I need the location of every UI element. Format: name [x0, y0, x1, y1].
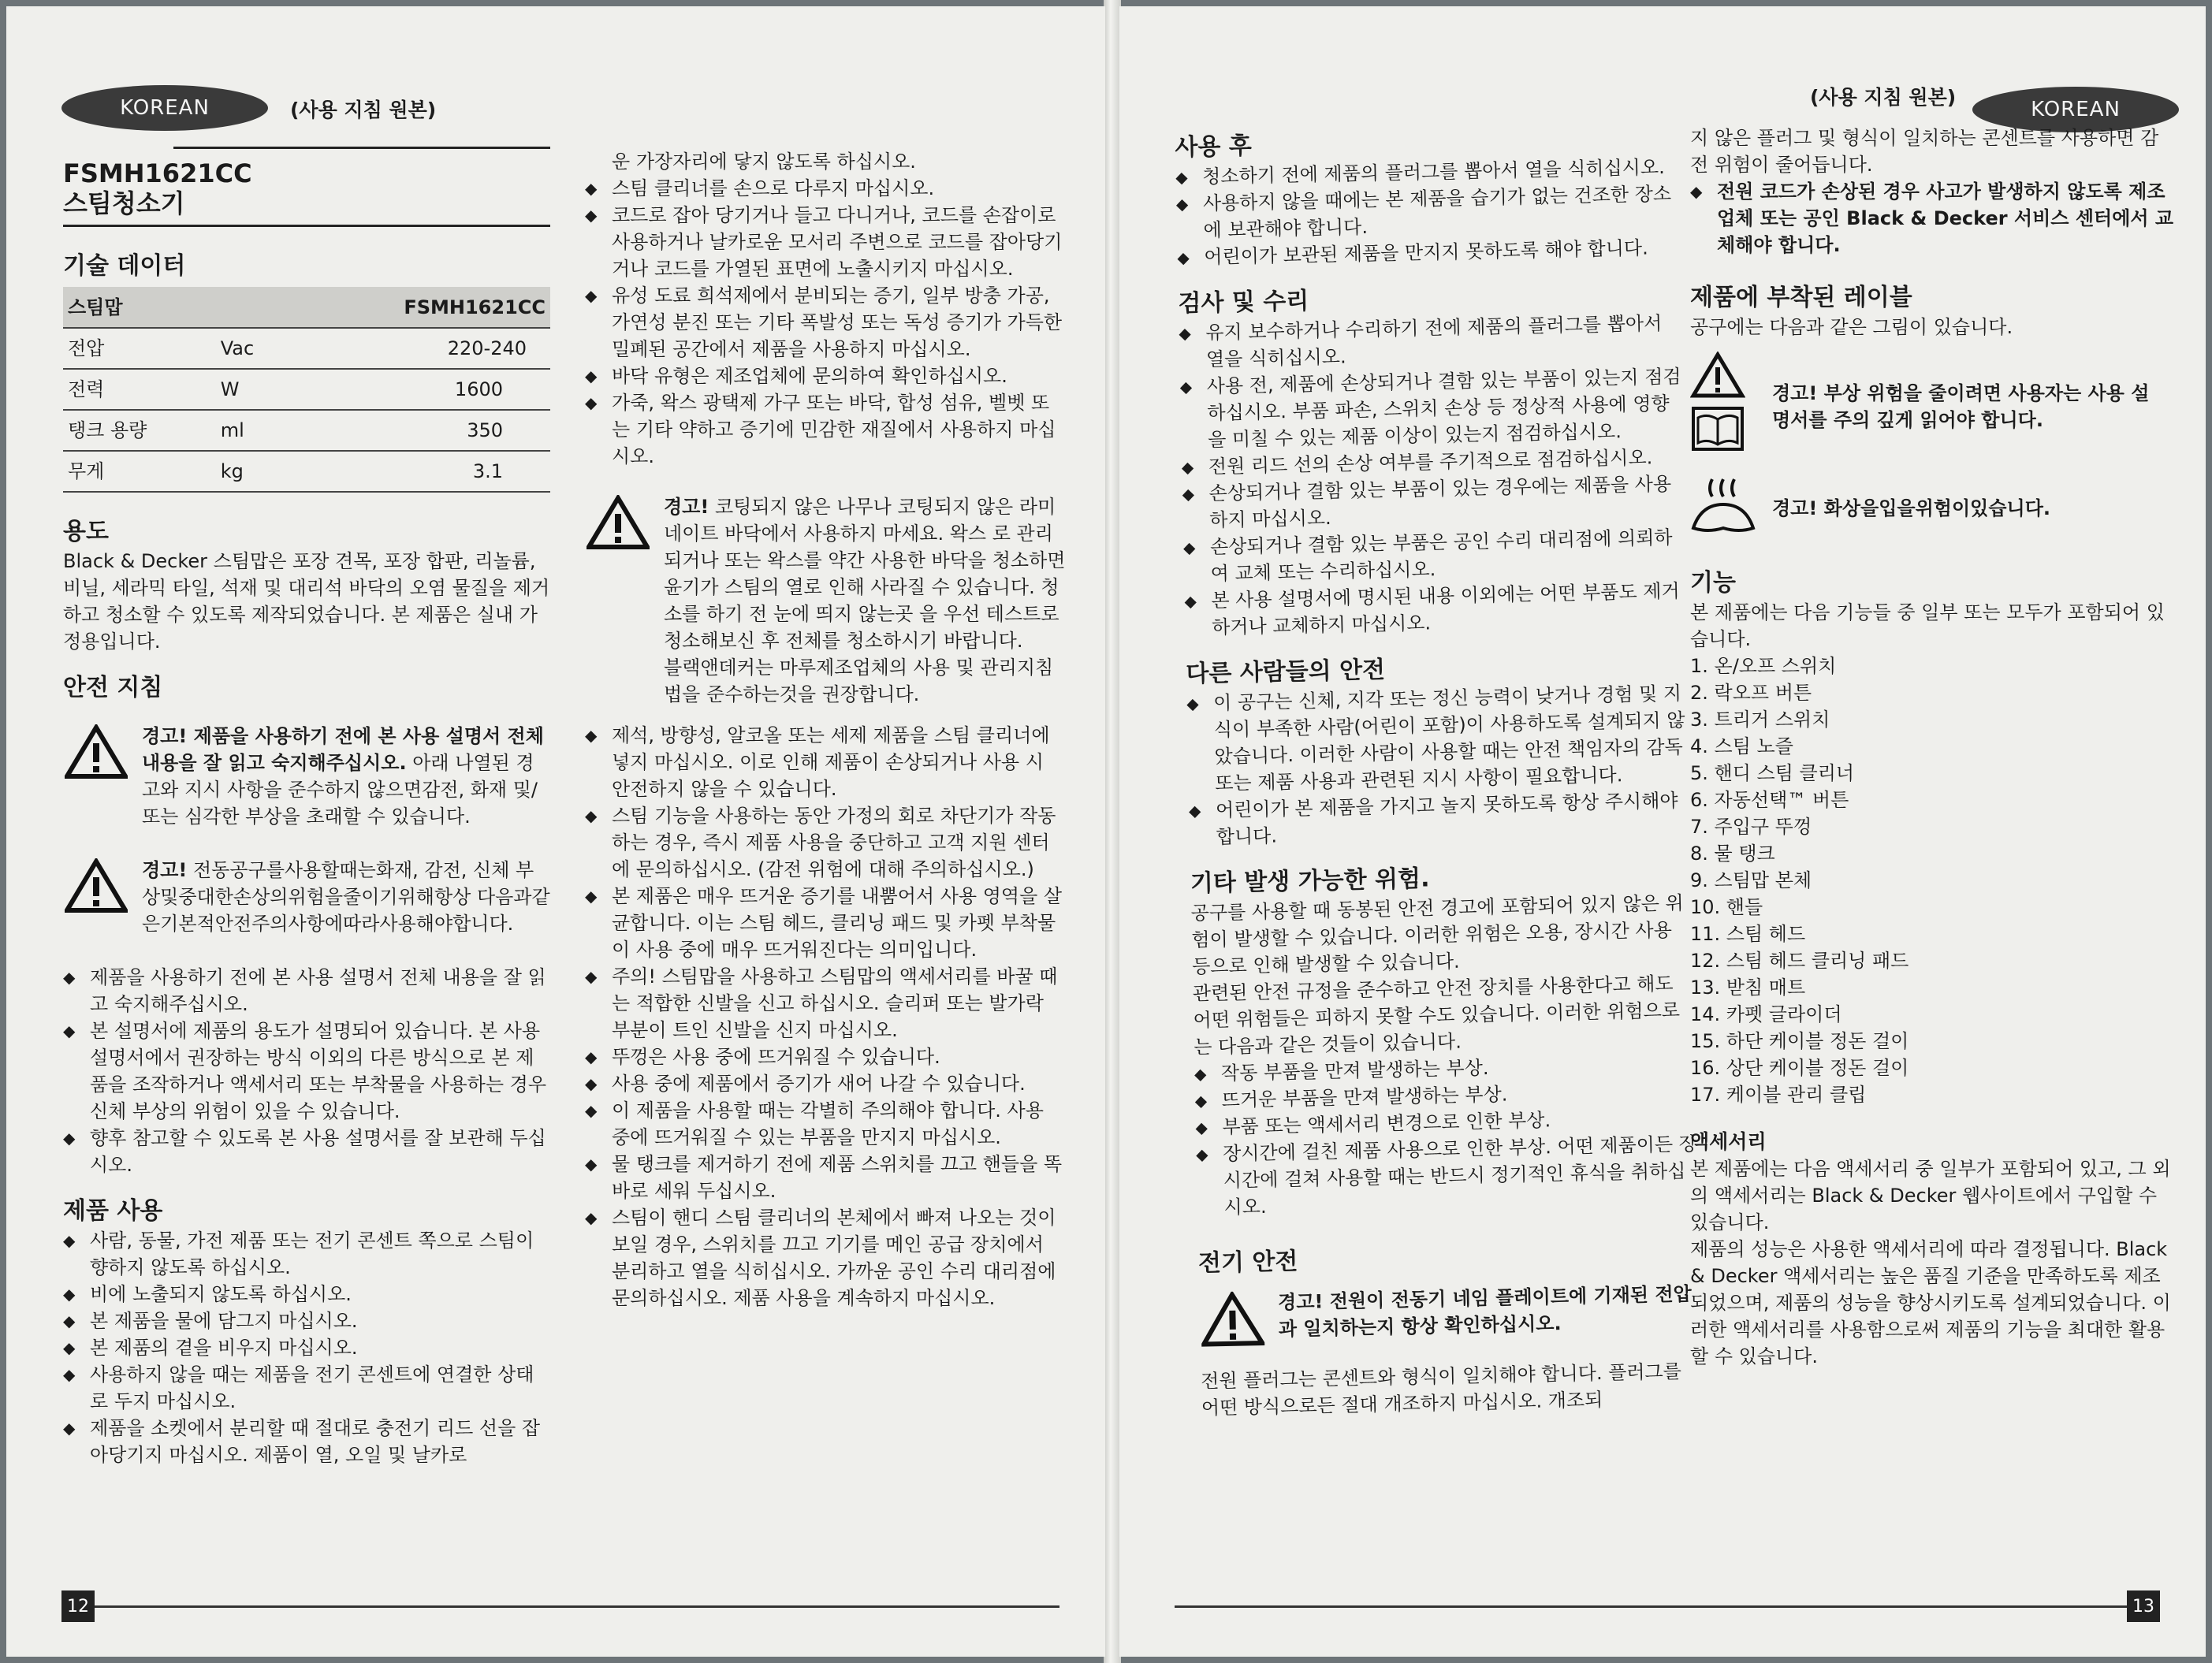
list-item: 9. 스팀맙 본체 — [1690, 869, 1812, 891]
list-item: ◆ 바닥 유형은 제조업체에 문의하여 확인하십시오. — [585, 363, 1067, 389]
list-item: ◆ 주의! 스팀맙을 사용하고 스팀맙의 액세서리를 바꿀 때는 적합한 신발을 신고 하십시오. 슬리퍼 또는 발가락 부분이 트인 신발을 신지 마십시오. — [585, 963, 1067, 1044]
list-item: ◆ 본 사용 설명서에 명시된 내용 이외에는 어떤 부품도 제거하거나 교체하지 마십시오. — [1184, 578, 1686, 642]
warning-3-bold: 경고! — [664, 496, 709, 518]
cell-unit: kg — [216, 451, 290, 492]
warning-triangle-icon — [65, 724, 128, 779]
cell-label: 스팀맙 — [63, 287, 216, 328]
list-item: ◆ 사람, 동물, 가전 제품 또는 전기 콘센트 쪽으로 스팀이 향하지 않도록 하십시오. — [63, 1227, 550, 1281]
warning-triangle-icon — [65, 858, 128, 913]
cell-unit: Vac — [216, 328, 290, 369]
left-page — [6, 6, 1105, 1657]
electric-warning-text: 경고! 전원이 전동기 네임 플레이트에 기재된 전압과 일치하는지 항상 확인하십시오. — [1277, 1282, 1693, 1341]
inspect-title: 검사 및 수리 — [1178, 287, 1309, 318]
list-item: ◆ 유지 보수하거나 수리하기 전에 제품의 플러그를 뽑아서 열을 식히십시오. — [1179, 310, 1681, 374]
list-item: 3. 트리거 스위치 — [1690, 709, 1830, 731]
label-row-2 — [1690, 473, 2174, 544]
tech-data-title: 기술 데이터 — [63, 252, 186, 280]
list-item: 5. 핸디 스팀 클리너 — [1690, 762, 1855, 784]
list-item: ◆ 제품을 사용하기 전에 본 사용 설명서 전체 내용을 잘 읽고 숙지해주십시오. — [63, 964, 550, 1018]
warning-block-1 — [63, 723, 550, 830]
right-column-2 — [1690, 125, 2174, 1370]
product-use-title: 제품 사용 — [63, 1197, 163, 1225]
list-item: ◆ 어린이가 본 제품을 가지고 놀지 못하도록 항상 주시해야 합니다. — [1189, 787, 1691, 850]
cell-unit: ml — [216, 410, 290, 451]
footer-rule — [1175, 1605, 2144, 1608]
table-row — [63, 369, 550, 410]
list-item: ◆ 전원 리드 선의 손상 여부를 주기적으로 점검하십시오. — [1182, 444, 1684, 481]
warning-1-rest: 아래 나열된 경고와 지시 사항을 준수하지 않으면감전, 화재 및/또는 심각한 부상을 초래할 수 있습니다. — [142, 752, 538, 828]
list-item: 16. 상단 케이블 정돈 걸이 — [1690, 1057, 1909, 1079]
list-item: ◆ 유성 도료 희석제에서 분비되는 증기, 일부 방충 가공, 가연성 분진 또는 기타 폭발성 또는 독성 증기가 가득한 밀폐된 공간에서 제품을 사용하지 마십시오. — [585, 282, 1067, 363]
warning-3-extra: 블랙앤데커는 마루제조업체의 사용 및 관리지침법을 준수하는것을 권장합니다. — [664, 657, 1054, 705]
left-column-2 — [585, 148, 1067, 1311]
list-item: ◆ 장시간에 걸친 제품 사용으로 인한 부상. 어떤 제품이든 장시간에 걸쳐 사용할 때는 반드시 정기적인 휴식을 취하십시오. — [1196, 1130, 1699, 1221]
use-text: Black & Decker 스팀맙은 포장 견목, 포장 합판, 리놀륨, 비닐, 세라믹 타일, 석재 및 대리석 바닥의 오염 물질을 제거하고 청소할 수 있도록 제작되었습니다. 본 제품은 실내 가정용입니다. — [63, 550, 550, 653]
warning-triangle-icon — [587, 495, 650, 550]
cell-value: 1600 — [290, 369, 550, 410]
list-item: ◆ 손상되거나 결함 있는 부품이 있는 경우에는 제품을 사용하지 마십시오. — [1182, 471, 1684, 534]
list-item: ◆ 스팀이 핸디 스팀 클리너의 본체에서 빠져 나오는 것이 보일 경우, 스위치를 끄고 기기를 메인 공급 장치에서 분리하고 열을 식히십시오. 가까운 공인 수리 대리점에 문의하십시오. 제품 사용을 계속하지 마십시오. — [585, 1204, 1067, 1311]
list-item: ◆ 사용하지 않을 때는 제품을 전기 콘센트에 연결한 상태로 두지 마십시오. — [63, 1361, 550, 1415]
features-list — [1690, 653, 2174, 1108]
list-item: ◆ 스팀 기능을 사용하는 동안 가정의 회로 차단기가 작동하는 경우, 즉시 제품 사용을 중단하고 고객 지원 센터에 문의하십시오. (감전 위험에 대해 주의하십시오.) — [585, 802, 1067, 883]
list-item: ◆ 사용 전, 제품에 손상되거나 결함 있는 부품이 있는지 점검하십시오. 부품 파손, 스위치 손상 등 정상적 사용에 영향을 미칠 수 있는 제품 이상이 있는지 점검하십시오. — [1179, 363, 1682, 454]
header-subtitle: (사용 지침 원본) — [290, 99, 437, 121]
accessories-text-2: 제품의 성능은 사용한 액세서리에 따라 결정됩니다. Black & Decker 액세서리는 높은 품질 기준을 만족하도록 제조되었으며, 제품의 성능을 향상시키도록 설계되었습니다. 이러한 액세서리를 사용함으로써 제품의 기능을 최대한 활용할 수 있습니다. — [1690, 1238, 2171, 1367]
list-item: 11. 스팀 헤드 — [1690, 923, 1806, 945]
cell-value: 350 — [290, 410, 550, 451]
electric-text: 전원 플러그는 콘센트와 형식이 일치해야 합니다. 플러그를 어떤 방식으로든 절대 개조하지 마십시오. 개조되 — [1200, 1360, 1682, 1419]
cell-unit — [216, 287, 290, 328]
right-column-1 — [1175, 122, 1703, 1422]
language-badge: KOREAN — [1972, 87, 2179, 132]
warning-2-rest: 전동공구를사용할때는화재, 감전, 신체 부상및중대한손상의위험을줄이기위해항상 다음과같은기본적안전주의사항에따라사용해야합니다. — [142, 859, 550, 935]
list-item: ◆ 뜨거운 부품을 만져 발생하는 부상. — [1194, 1077, 1696, 1114]
left-column-1 — [63, 147, 550, 1468]
list-item: ◆ 본 설명서에 제품의 용도가 설명되어 있습니다. 본 사용 설명서에서 권장하는 방식 이외의 다른 방식으로 본 제품을 조작하거나 액세서리 또는 부착물을 사용하는 경우 신체 부상의 위험이 있을 수 있습니다. — [63, 1018, 550, 1125]
continued-text: 운 가장자리에 닿지 않도록 하십시오. — [612, 151, 916, 173]
electric-warning-block — [1199, 1280, 1701, 1344]
list-item: ◆ 본 제품을 물에 담그지 마십시오. — [63, 1308, 550, 1334]
list-item: ◆ 손상되거나 결함 있는 부품은 공인 수리 대리점에 의뢰하여 교체 또는 수리하십시오. — [1183, 524, 1685, 588]
list-item: ◆ 이 공구는 신체, 지각 또는 정신 능력이 낮거나 경험 및 지식이 부족한 사람(어린이 포함)이 사용하도록 설계되지 않았습니다. 이러한 사람이 사용할 때는 안전 책임자의 감독 또는 제품 사용과 관련된 지시 사항이 필요합니다. — [1186, 680, 1690, 798]
safety-bullet-list — [63, 964, 550, 1178]
top-rule — [173, 147, 550, 149]
page-number: 13 — [2127, 1590, 2160, 1622]
footer-rule — [85, 1605, 1059, 1608]
list-item: 12. 스팀 헤드 클리닝 패드 — [1690, 950, 1909, 972]
use-title: 용도 — [63, 518, 109, 545]
cell-label: 무게 — [63, 451, 216, 492]
list-item: 2. 락오프 버튼 — [1690, 682, 1812, 704]
burn-hazard-icon — [1690, 473, 1756, 536]
list-item: ◆ 부품 또는 액세서리 변경으로 인한 부상. — [1195, 1103, 1697, 1140]
cell-value: 220-240 — [290, 328, 550, 369]
table-row — [63, 451, 550, 492]
list-item: ◆ 어린이가 보관된 제품을 만지지 못하도록 해야 합니다. — [1177, 234, 1679, 271]
cell-label: 전압 — [63, 328, 216, 369]
list-item: ◆ 향후 참고할 수 있도록 본 사용 설명서를 잘 보관해 두십시오. — [63, 1125, 550, 1178]
list-item: 14. 카펫 글라이더 — [1690, 1003, 1842, 1025]
product-use-list — [63, 1227, 550, 1468]
col2-bullet-list — [585, 722, 1067, 1311]
list-item: ◆ 스팀 클리너를 손으로 다루지 마십시오. — [585, 175, 1067, 202]
table-row — [63, 410, 550, 451]
cell-label: 탱크 용량 — [63, 410, 216, 451]
list-item: 4. 스팀 노즐 — [1690, 735, 1793, 757]
language-badge: KOREAN — [61, 85, 268, 131]
list-item: ◆ 제품을 소켓에서 분리할 때 절대로 충전기 리드 선을 잡아당기지 마십시오. 제품이 열, 오일 및 날카로 — [63, 1415, 550, 1468]
title-rule — [63, 225, 550, 227]
list-item: 6. 자동선택™ 버튼 — [1690, 789, 1849, 811]
risk-text: 공구를 사용할 때 동봉된 안전 경고에 포함되어 있지 않은 위험이 발생할 수 있습니다. 이러한 위험은 오용, 장시간 사용 등으로 인해 발생할 수 있습니다. — [1190, 891, 1684, 978]
product-title: 스팀청소기 — [63, 188, 185, 218]
accessories-text: 본 제품에는 다음 액세서리 중 일부가 포함되어 있고, 그 외의 액세서리는 Black & Decker 웹사이트에서 구입할 수 있습니다. — [1690, 1158, 2171, 1233]
list-item: ◆ 본 제품은 매우 뜨거운 증기를 내뿜어서 사용 영역을 살균합니다. 이는 스팀 헤드, 클리닝 패드 및 카펫 부착물이 사용 중에 매우 뜨거워진다는 의미입니다. — [585, 883, 1067, 963]
features-title: 기능 — [1690, 569, 1736, 597]
list-item: ◆ 제석, 방향성, 알코올 또는 세제 제품을 스팀 클리너에 넣지 마십시오. 이로 인해 제품이 손상되거나 사용 시 안전하지 않을 수 있습니다. — [585, 722, 1067, 802]
list-item: ◆ 이 제품을 사용할 때는 각별히 주의해야 합니다. 사용 중에 뜨거워질 수 있는 부품을 만지지 마십시오. — [585, 1097, 1067, 1151]
risk-title: 기타 발생 가능한 위험. — [1190, 865, 1430, 898]
warning-1-bold: 경고! 제품을 사용하기 전에 본 사용 설명서 전체 내용을 잘 읽고 숙지해주십시오. — [142, 725, 544, 774]
book-gutter — [1104, 0, 1121, 1663]
page-number: 12 — [61, 1590, 95, 1622]
list-item: ◆ 비에 노출되지 않도록 하십시오. — [63, 1281, 550, 1308]
list-item: 13. 받침 매트 — [1690, 977, 1806, 999]
read-manual-icon — [1690, 352, 1745, 454]
list-item: 1. 온/오프 스위치 — [1690, 655, 1837, 677]
list-item: ◆ 전원 코드가 손상된 경우 사고가 발생하지 않도록 제조업체 또는 공인 Black & Decker 서비스 센터에서 교체해야 합니다. — [1690, 178, 2174, 259]
list-item: ◆ 물 탱크를 제거하기 전에 제품 스위치를 끄고 핸들을 똑바로 세워 두십시오. — [585, 1151, 1067, 1204]
safety-title: 안전 지침 — [63, 674, 163, 701]
header-subtitle: (사용 지침 원본) — [1810, 86, 1957, 109]
list-item: ◆ 사용 중에 제품에서 증기가 새어 나갈 수 있습니다. — [585, 1070, 1067, 1097]
list-item: ◆ 뚜껑은 사용 중에 뜨거워질 수 있습니다. — [585, 1044, 1067, 1070]
table-row — [63, 328, 550, 369]
labels-text: 공구에는 다음과 같은 그림이 있습니다. — [1690, 316, 2013, 338]
cell-value: FSMH1621CC — [290, 287, 550, 328]
warning-3-rest: 코팅되지 않은 나무나 코팅되지 않은 라미네이트 바닥에서 사용하지 마세요. 왁스 로 관리되거나 또는 왁스를 약간 사용한 바닥을 청소하면 윤기가 스팀의 열로 인해 사라질 수 있습니다. 청소를 하기 전 눈에 띄지 않는곳 을 우선 테스트로 청소해보신 후 전체를 청소하시기 바랍니다. — [664, 496, 1066, 652]
list-item: ◆ 본 제품의 곁을 비우지 마십시오. — [63, 1334, 550, 1361]
list-item: 17. 케이블 관리 클립 — [1690, 1084, 1867, 1106]
warning-2-bold: 경고! — [142, 859, 188, 881]
features-text: 본 제품에는 다음 기능들 중 일부 또는 모두가 포함되어 있습니다. — [1690, 601, 2165, 650]
cell-label: 전력 — [63, 369, 216, 410]
table-row — [63, 287, 550, 328]
label-2-text: 경고! 화상을입을위험이있습니다. — [1772, 497, 2050, 519]
label-row-1 — [1690, 352, 2174, 462]
after-use-title: 사용 후 — [1175, 132, 1253, 162]
labels-title: 제품에 부착된 레이블 — [1690, 284, 1912, 311]
tech-data-table — [63, 287, 550, 493]
warning-block-2 — [63, 857, 550, 937]
list-item: 8. 물 탱크 — [1690, 843, 1775, 865]
electric-safety-title: 전기 안전 — [1197, 1248, 1298, 1278]
list-item: ◆ 사용하지 않을 때에는 본 제품을 습기가 없는 건조한 장소에 보관해야 합니다. — [1176, 180, 1678, 244]
cell-value: 3.1 — [290, 451, 550, 492]
continued-text: 지 않은 플러그 및 형식이 일치하는 콘센트를 사용하면 감전 위험이 줄어듭니다. — [1690, 127, 2159, 176]
list-item: ◆ 작동 부품을 만져 발생하는 부상. — [1194, 1050, 1696, 1087]
list-item: 10. 핸들 — [1690, 896, 1763, 918]
cell-unit: W — [216, 369, 290, 410]
warning-triangle-icon — [1201, 1291, 1264, 1348]
warning-block-3 — [585, 493, 1067, 708]
warning-2-text — [142, 857, 550, 937]
right-page — [1119, 6, 2206, 1657]
list-item: 7. 주입구 뚜껑 — [1690, 816, 1812, 838]
list-item: ◆ 청소하기 전에 제품의 플러그를 뽑아서 열을 식히십시오. — [1175, 154, 1678, 191]
accessories-title: 액세서리 — [1690, 1130, 1767, 1153]
list-item: ◆ 가죽, 왁스 광택제 가구 또는 바닥, 합성 섬유, 벨벳 또는 기타 약하고 증기에 민감한 재질에서 사용하지 마십시오. — [585, 389, 1067, 470]
list-item: 15. 하단 케이블 정돈 걸이 — [1690, 1030, 1909, 1052]
risk-text-2: 관련된 안전 규정을 준수하고 안전 장치를 사용한다고 해도 어떤 위험들은 피하지 못할 수도 있습니다. 이러한 위험으로는 다음과 같은 것들이 있습니다. — [1192, 972, 1681, 1058]
model-title: FSMH1621CC — [63, 158, 252, 188]
others-safety-title: 다른 사람들의 안전 — [1186, 656, 1386, 688]
label-1-text: 경고! 부상 위험을 줄이려면 사용자는 사용 설명서를 주의 깊게 읽어야 합니다. — [1772, 382, 2150, 431]
list-item: ◆ 코드로 잡아 당기거나 들고 다니거나, 코드를 손잡이로 사용하거나 날카로운 모서리 주변으로 코드를 잡아당기거나 코드를 가열된 표면에 노출시키지 마십시오. — [585, 202, 1067, 282]
warning-3-text — [664, 493, 1067, 654]
warning-1-text — [142, 723, 550, 830]
